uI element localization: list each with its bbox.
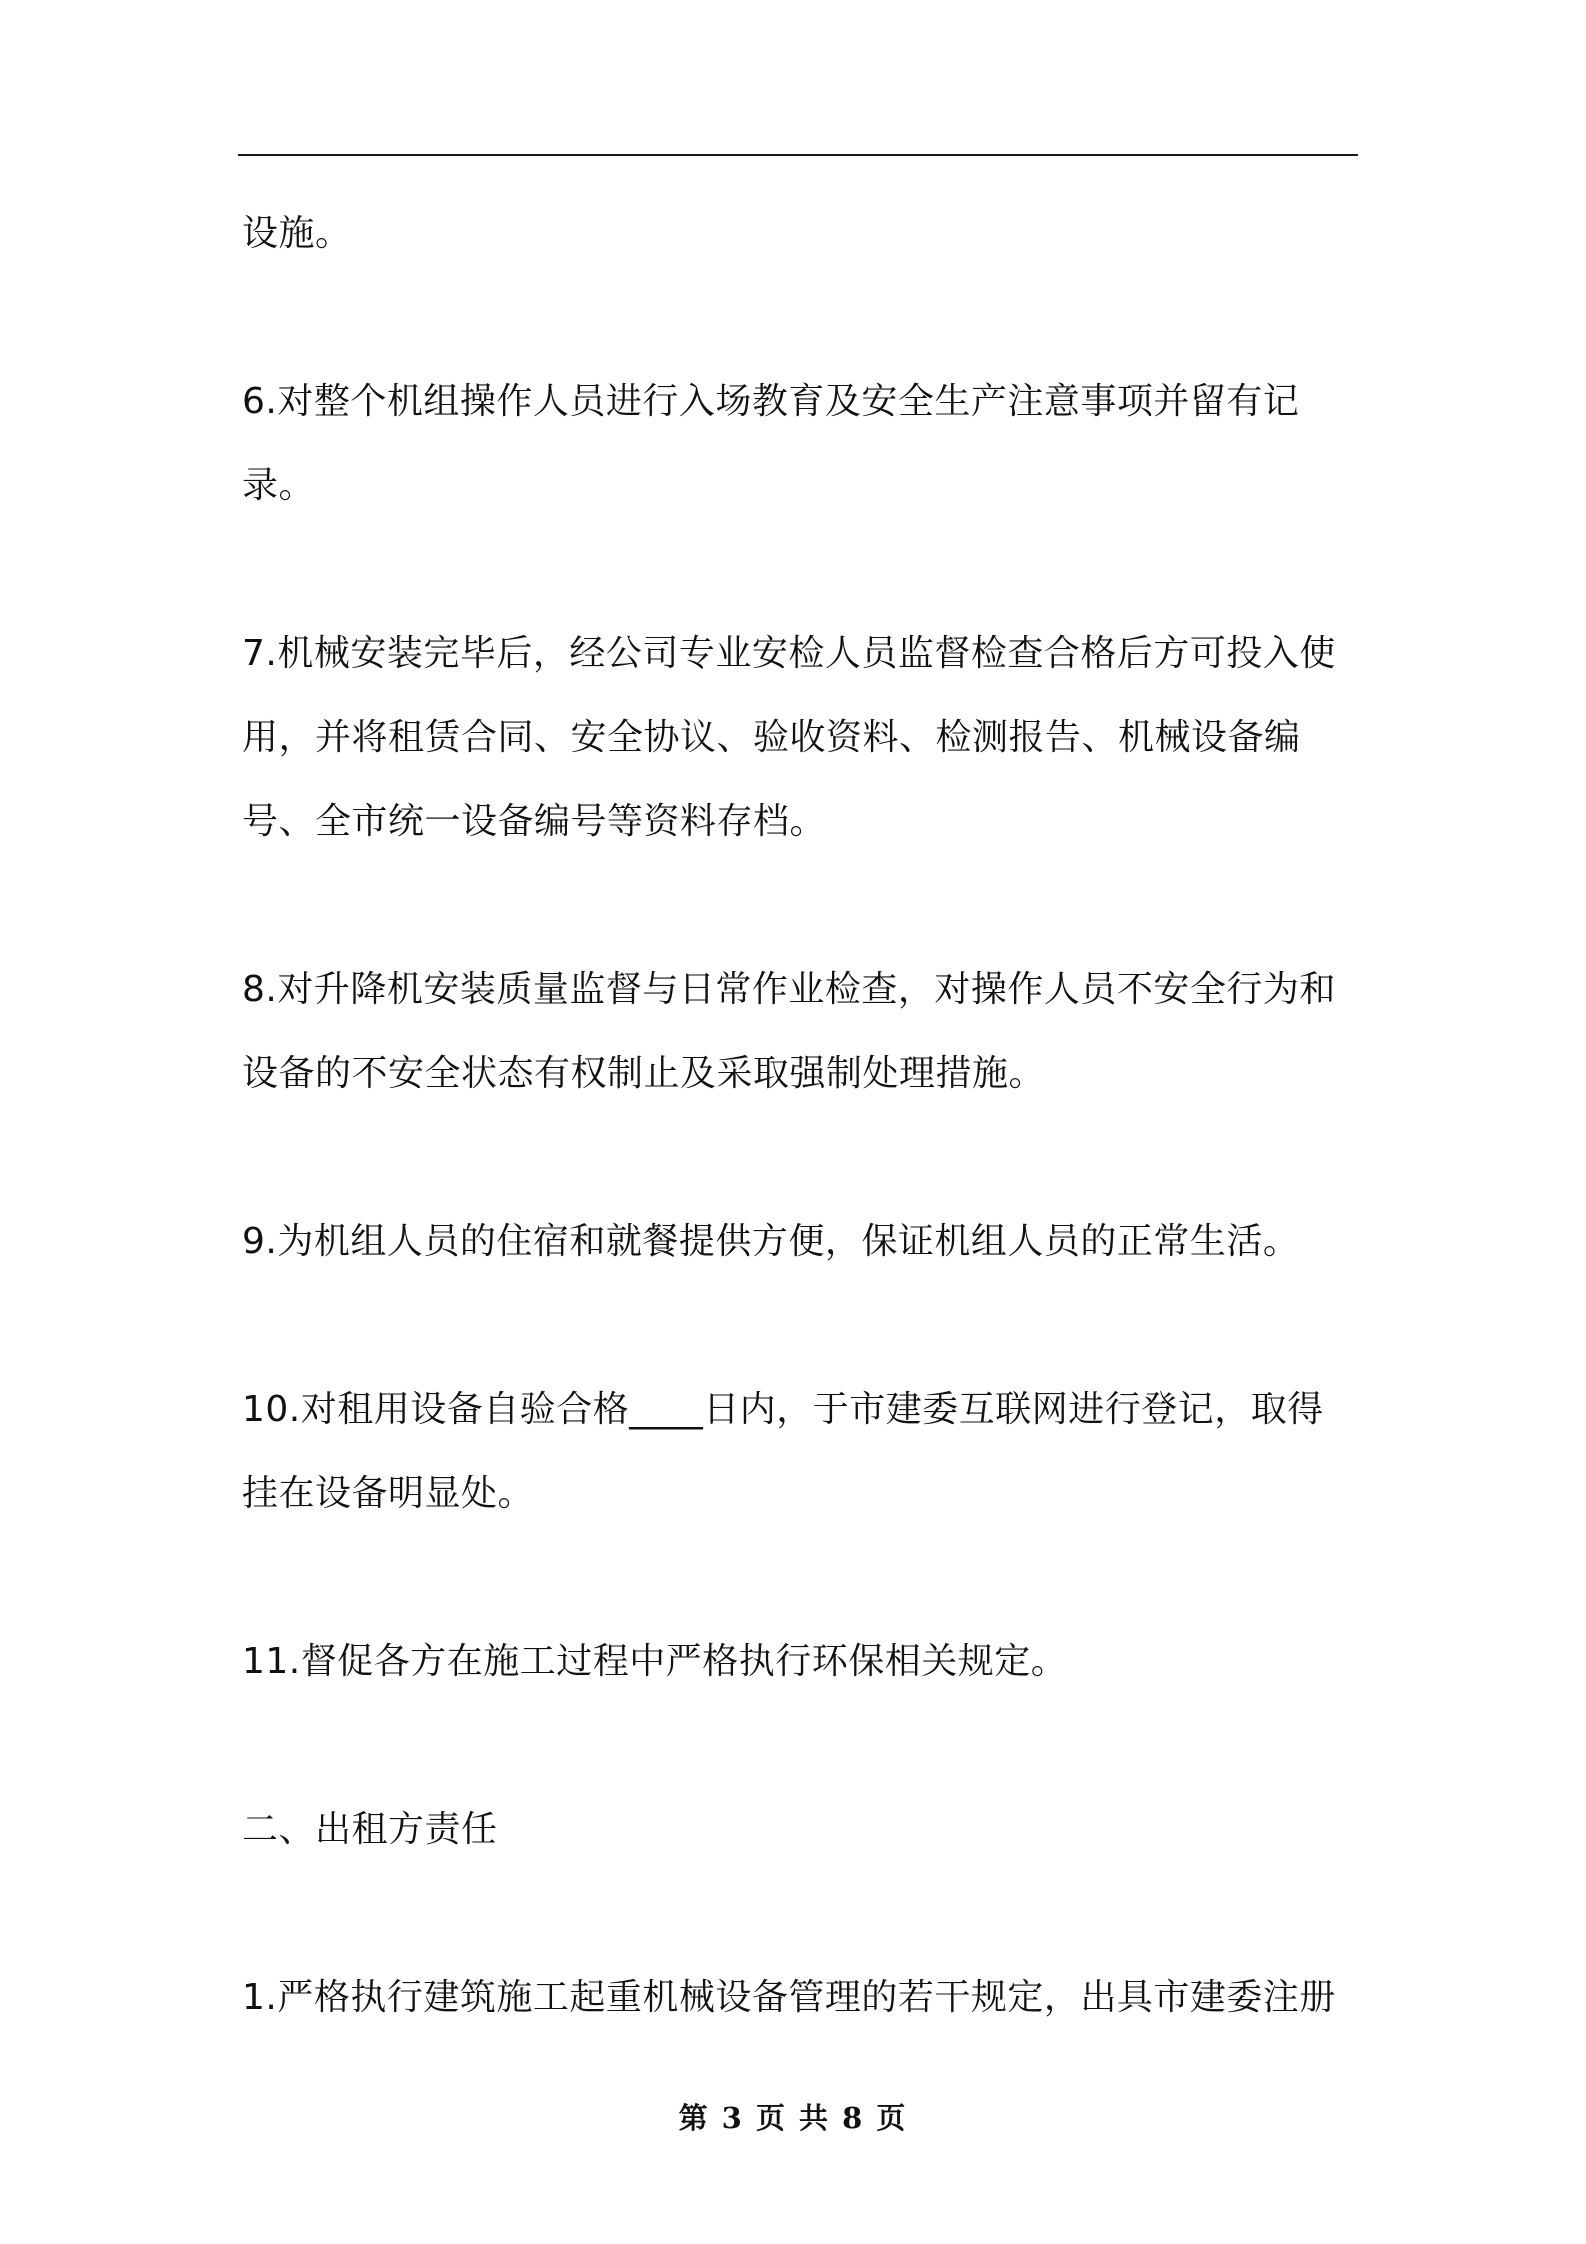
paragraph-item-11: 11.督促各方在施工过程中严格执行环保相关规定。 (242, 1641, 1068, 1682)
section-heading: 二、出租方责任 (242, 1809, 498, 1850)
paragraph-item-1: 1.严格执行建筑施工起重机械设备管理的若干规定，出具市建委注册 (242, 1977, 1336, 2018)
paragraph-continuation: 设施。 (242, 213, 352, 254)
header-rule (238, 154, 1358, 156)
document-body (242, 192, 1360, 2124)
paragraph-item-6: 6.对整个机组操作人员进行入场教育及安全生产注意事项并留有记录。 (242, 381, 1300, 506)
paragraph-item-9: 9.为机组人员的住宿和就餐提供方便，保证机组人员的正常生活。 (242, 1221, 1300, 1262)
paragraph-item-10: 10.对租用设备自验合格____日内，于市建委互联网进行登记，取得挂在设备明显处。 (242, 1389, 1324, 1514)
page-number: 第 3 页 共 8 页 (678, 2101, 908, 2135)
paragraph-item-7: 7.机械安装完毕后，经公司专业安检人员监督检查合格后方可投入使用，并将租赁合同、安全协议、验收资料、检测报告、机械设备编号、全市统一设备编号等资料存档。 (242, 633, 1336, 842)
paragraph-item-8: 8.对升降机安装质量监督与日常作业检查，对操作人员不安全行为和设备的不安全状态有权制止及采取强制处理措施。 (242, 969, 1336, 1094)
